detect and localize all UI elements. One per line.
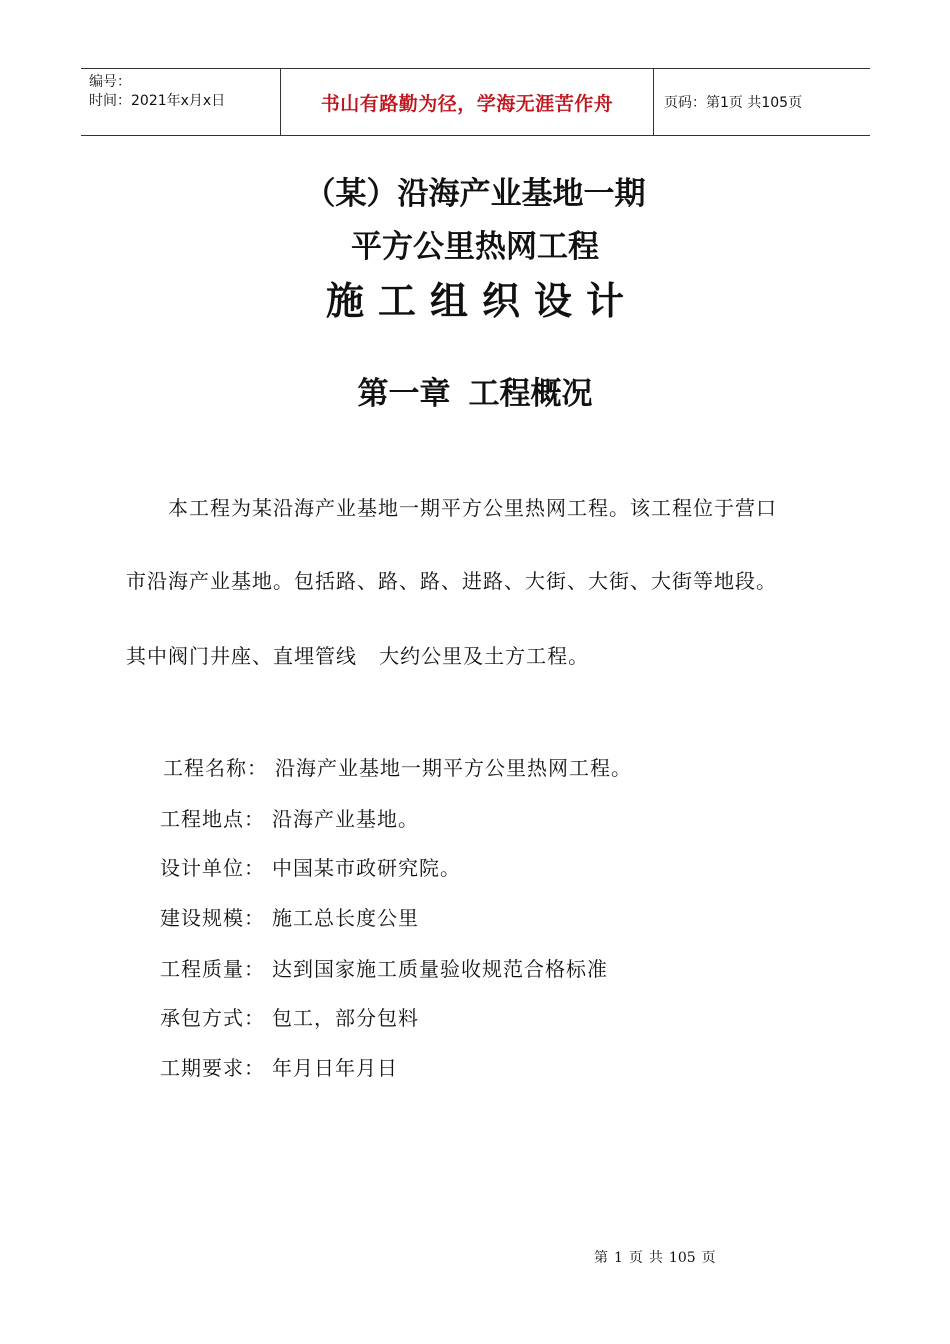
info-value: 沿海产业基地一期平方公里热网工程。 bbox=[275, 756, 632, 780]
info-label: 工期要求： bbox=[160, 1056, 265, 1080]
number-label: 编号： bbox=[89, 74, 131, 90]
body-paragraph-line-1: 本工程为某沿海产业基地一期平方公里热网工程。该工程位于营口 bbox=[168, 496, 777, 520]
info-value: 达到国家施工质量验收规范合格标准 bbox=[272, 957, 608, 981]
page-header bbox=[81, 68, 870, 136]
info-value: 年月日年月日 bbox=[272, 1056, 398, 1080]
info-scale bbox=[160, 902, 419, 931]
chapter-number: 第一章 bbox=[357, 376, 451, 412]
info-value: 沿海产业基地。 bbox=[272, 807, 419, 831]
chapter-heading bbox=[0, 368, 950, 413]
info-label: 工程名称： bbox=[163, 756, 268, 780]
title-line-2: 平方公里热网工程 bbox=[351, 229, 599, 265]
info-quality bbox=[160, 953, 608, 982]
info-label: 设计单位： bbox=[160, 856, 265, 880]
footer-text: 页 bbox=[628, 1250, 643, 1266]
info-label: 工程地点： bbox=[160, 807, 265, 831]
footer-total-pages: 105 bbox=[668, 1250, 696, 1266]
info-design-unit bbox=[160, 852, 461, 881]
info-value: 中国某市政研究院。 bbox=[272, 856, 461, 880]
info-contract-mode bbox=[160, 1002, 419, 1031]
info-value: 施工总长度公里 bbox=[272, 906, 419, 930]
title-line-1: （某）沿海产业基地一期 bbox=[304, 176, 646, 212]
footer-text: 第 bbox=[594, 1250, 608, 1266]
info-project-location bbox=[160, 803, 419, 832]
info-label: 建设规模： bbox=[160, 906, 265, 930]
info-label: 工程质量： bbox=[160, 957, 265, 981]
info-schedule bbox=[160, 1052, 398, 1081]
page-footer bbox=[594, 1247, 722, 1267]
title-line-3: 施工组织设计 bbox=[325, 279, 638, 323]
time-label: 时间：2021年x月x日 bbox=[89, 93, 226, 109]
header-page-info: 页码：第1页 共105页 bbox=[664, 95, 803, 111]
footer-text: 共 bbox=[648, 1250, 663, 1266]
body-paragraph-line-2: 市沿海产业基地。包括路、路、路、进路、大街、大街、大街等地段。 bbox=[126, 569, 777, 593]
info-value: 包工，部分包料 bbox=[272, 1006, 419, 1030]
header-meta bbox=[81, 69, 281, 135]
chapter-title: 工程概况 bbox=[468, 376, 593, 412]
header-motto: 书山有路勤为径，学海无涯苦作舟 bbox=[281, 69, 654, 135]
info-project-name bbox=[163, 752, 632, 781]
footer-page-number: 1 bbox=[614, 1250, 623, 1266]
footer-text: 页 bbox=[701, 1250, 716, 1266]
info-label: 承包方式： bbox=[160, 1006, 265, 1030]
body-paragraph-line-3: 其中阀门井座、直埋管线 大约公里及土方工程。 bbox=[126, 644, 590, 668]
